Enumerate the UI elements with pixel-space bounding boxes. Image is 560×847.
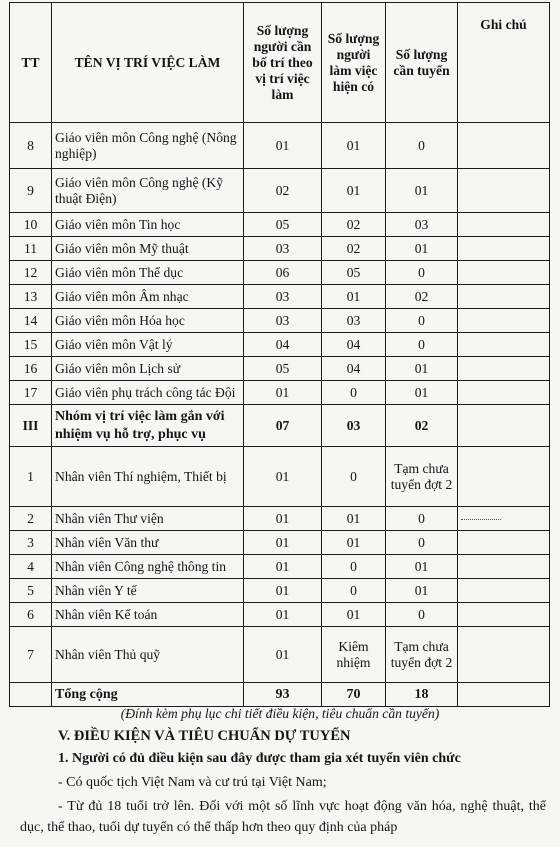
table-row: [10, 123, 550, 169]
row-required: 03: [244, 285, 322, 309]
table-row: [10, 531, 550, 555]
paragraph: - Có quốc tịch Việt Nam và cư trú tại Việt Nam;: [58, 775, 327, 790]
row-recruit: 02: [386, 285, 458, 309]
row-note: [458, 627, 550, 683]
row-tt: 9: [10, 169, 52, 213]
section-heading: V. ĐIỀU KIỆN VÀ TIÊU CHUẨN DỰ TUYỂN: [58, 728, 351, 744]
row-position-name: Nhân viên Thư viện: [52, 507, 244, 531]
table-row: [10, 261, 550, 285]
row-position-name: Nhân viên Công nghệ thông tin: [52, 555, 244, 579]
row-tt: 2: [10, 507, 52, 531]
total-tt: [10, 683, 52, 707]
row-position-name: Giáo viên môn Mỹ thuật: [52, 237, 244, 261]
row-existing: 01: [322, 285, 386, 309]
row-position-name: Giáo viên môn Âm nhạc: [52, 285, 244, 309]
row-existing: 01: [322, 169, 386, 213]
table-row: [10, 285, 550, 309]
row-existing: 01: [322, 123, 386, 169]
row-tt: 10: [10, 213, 52, 237]
header-tt: TT: [10, 3, 52, 123]
row-recruit: 0: [386, 603, 458, 627]
row-note: [458, 381, 550, 405]
row-tt: 8: [10, 123, 52, 169]
row-required: 06: [244, 261, 322, 285]
row-recruit: 0: [386, 261, 458, 285]
row-recruit: 0: [386, 333, 458, 357]
row-recruit: 01: [386, 381, 458, 405]
row-recruit: 0: [386, 123, 458, 169]
table-row: [10, 333, 550, 357]
row-note: [458, 531, 550, 555]
row-note: [458, 169, 550, 213]
row-existing: Kiêm nhiệm: [322, 627, 386, 683]
row-required: 01: [244, 579, 322, 603]
row-required: 01: [244, 381, 322, 405]
row-existing: 02: [322, 237, 386, 261]
row-recruit: 03: [386, 213, 458, 237]
row-tt: 7: [10, 627, 52, 683]
row-existing: 01: [322, 531, 386, 555]
total-row: [10, 683, 550, 707]
total-note: [458, 683, 550, 707]
row-note: [458, 447, 550, 507]
row-note: [458, 123, 550, 169]
row-tt: 14: [10, 309, 52, 333]
row-recruit: 0: [386, 309, 458, 333]
row-tt: 16: [10, 357, 52, 381]
row-position-name: Giáo viên môn Công nghệ (Nông nghiệp): [52, 123, 244, 169]
row-required: 01: [244, 555, 322, 579]
row-recruit: 0: [386, 531, 458, 555]
row-tt: 6: [10, 603, 52, 627]
row-position-name: Giáo viên môn Vật lý: [52, 333, 244, 357]
header-note: Ghi chú: [458, 3, 550, 123]
row-existing: 04: [322, 333, 386, 357]
row-note: [458, 333, 550, 357]
row-required: 01: [244, 603, 322, 627]
row-note: [458, 357, 550, 381]
row-position-name: Giáo viên phụ trách công tác Đội: [52, 381, 244, 405]
row-note: [458, 237, 550, 261]
table-row: [10, 381, 550, 405]
table-header-row: [10, 3, 550, 123]
table-row: [10, 555, 550, 579]
row-position-name: Nhân viên Văn thư: [52, 531, 244, 555]
row-required: 01: [244, 447, 322, 507]
table-row: [10, 627, 550, 683]
row-note: [458, 579, 550, 603]
row-tt: 13: [10, 285, 52, 309]
row-note: [458, 285, 550, 309]
row-tt: 15: [10, 333, 52, 357]
row-note: [458, 261, 550, 285]
row-tt: 17: [10, 381, 52, 405]
row-required: 01: [244, 123, 322, 169]
table-row: [10, 357, 550, 381]
text-below-table: [0, 705, 560, 838]
header-position-name: TÊN VỊ TRÍ VIỆC LÀM: [52, 3, 244, 123]
row-required: 02: [244, 169, 322, 213]
row-recruit: 01: [386, 579, 458, 603]
group-recruit: 02: [386, 405, 458, 447]
row-recruit: 0: [386, 507, 458, 531]
row-note: [458, 309, 550, 333]
total-label: Tổng cộng: [52, 683, 244, 707]
row-position-name: Nhân viên Thí nghiệm, Thiết bị: [52, 447, 244, 507]
row-note: [458, 213, 550, 237]
row-existing: 0: [322, 579, 386, 603]
row-required: 05: [244, 213, 322, 237]
row-required: 03: [244, 237, 322, 261]
group-row: [10, 405, 550, 447]
header-existing: Số lượng người làm việc hiện có: [322, 3, 386, 123]
row-position-name: Giáo viên môn Hóa học: [52, 309, 244, 333]
group-note: [458, 405, 550, 447]
row-tt: 12: [10, 261, 52, 285]
header-required: Số lượng người cần bố trí theo vị trí việc làm: [244, 3, 322, 123]
table-row: [10, 447, 550, 507]
row-position-name: Giáo viên môn Lịch sử: [52, 357, 244, 381]
total-existing: 70: [322, 683, 386, 707]
row-existing: 01: [322, 603, 386, 627]
group-tt: III: [10, 405, 52, 447]
row-recruit: Tạm chưa tuyển đợt 2: [386, 447, 458, 507]
row-position-name: Giáo viên môn Công nghệ (Kỹ thuật Điện): [52, 169, 244, 213]
row-recruit: 01: [386, 169, 458, 213]
recruitment-table: [9, 2, 550, 707]
group-existing: 03: [322, 405, 386, 447]
row-position-name: Nhân viên Y tế: [52, 579, 244, 603]
table-row: [10, 603, 550, 627]
row-recruit: Tạm chưa tuyển đợt 2: [386, 627, 458, 683]
row-recruit: 01: [386, 357, 458, 381]
table-row: [10, 237, 550, 261]
row-existing: 02: [322, 213, 386, 237]
row-existing: 0: [322, 555, 386, 579]
row-position-name: Nhân viên Thủ quỹ: [52, 627, 244, 683]
table-row: [10, 169, 550, 213]
row-recruit: 01: [386, 555, 458, 579]
row-position-name: Giáo viên môn Tin học: [52, 213, 244, 237]
paragraph: - Từ đủ 18 tuổi trở lên. Đối với một số lĩnh vực hoạt động văn hóa, nghệ thuật, thể dục, thể thao, tuổi dự tuyển có thể thấp hơn theo quy định của pháp: [20, 799, 546, 835]
row-existing: 0: [322, 447, 386, 507]
header-recruit: Số lượng cần tuyển: [386, 3, 458, 123]
row-note: [458, 555, 550, 579]
row-existing: 0: [322, 381, 386, 405]
table-row: [10, 213, 550, 237]
group-required: 07: [244, 405, 322, 447]
table-row: [10, 579, 550, 603]
subsection-heading: 1. Người có đủ điều kiện sau đây được tham gia xét tuyển viên chức: [58, 751, 461, 766]
row-required: 01: [244, 627, 322, 683]
total-required: 93: [244, 683, 322, 707]
row-note: [458, 507, 550, 531]
row-required: 04: [244, 333, 322, 357]
row-note: [458, 603, 550, 627]
row-existing: 05: [322, 261, 386, 285]
table-row: [10, 507, 550, 531]
table-row: [10, 309, 550, 333]
row-position-name: Giáo viên môn Thể dục: [52, 261, 244, 285]
row-existing: 04: [322, 357, 386, 381]
row-required: 03: [244, 309, 322, 333]
attachment-note: (Đính kèm phụ lục chi tiết điều kiện, tiêu chuẩn cần tuyển): [120, 706, 440, 721]
row-position-name: Nhân viên Kế toán: [52, 603, 244, 627]
row-tt: 5: [10, 579, 52, 603]
row-tt: 11: [10, 237, 52, 261]
row-required: 05: [244, 357, 322, 381]
row-tt: 1: [10, 447, 52, 507]
row-recruit: 01: [386, 237, 458, 261]
note-dash: [461, 519, 501, 520]
row-required: 01: [244, 531, 322, 555]
group-name: Nhóm vị trí việc làm gắn với nhiệm vụ hỗ trợ, phục vụ: [52, 405, 244, 447]
row-existing: 01: [322, 507, 386, 531]
total-recruit: 18: [386, 683, 458, 707]
row-tt: 3: [10, 531, 52, 555]
row-tt: 4: [10, 555, 52, 579]
row-existing: 03: [322, 309, 386, 333]
row-required: 01: [244, 507, 322, 531]
